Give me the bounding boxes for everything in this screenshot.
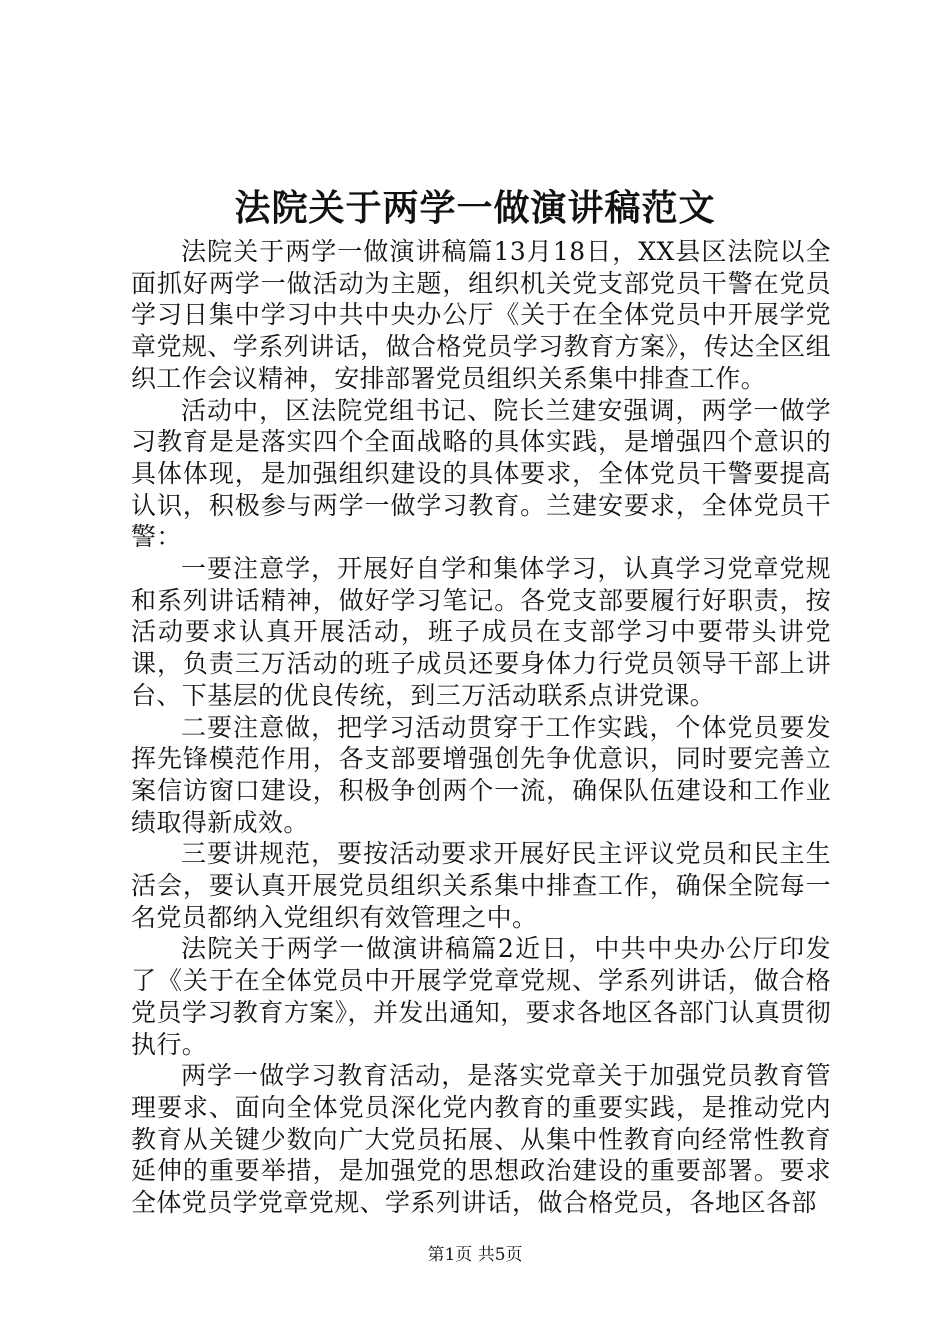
paragraph: 三要讲规范，要按活动要求开展好民主评议党员和民主生活会，要认真开展党员组织关系集中排查工作，确保全院每一名党员都纳入党组织有效管理之中。	[131, 839, 831, 932]
paragraph: 活动中，区法院党组书记、院长兰建安强调，两学一做学习教育是是落实四个全面战略的具体实践，是增强四个意识的具体体现，是加强组织建设的具体要求，全体党员干警要提高认识，积极参与两学一做学习教育。兰建安要求，全体党员干警：	[131, 395, 831, 552]
paragraph: 二要注意做，把学习活动贯穿于工作实践，个体党员要发挥先锋模范作用，各支部要增强创先争优意识，同时要完善立案信访窗口建设，积极争创两个一流，确保队伍建设和工作业绩取得新成效。	[131, 712, 831, 837]
paragraph: 两学一做学习教育活动，是落实党章关于加强党员教育管理要求、面向全体党员深化党内教育的重要实践，是推动党内教育从关键少数向广大党员拓展、从集中性教育向经常性教育延伸的重要举措，是加强党的思想政治建设的重要部署。要求全体党员学党章党规、学系列讲话，做合格党员，各地区各部	[131, 1061, 831, 1218]
page-number-footer: 第1页 共5页	[427, 1245, 523, 1265]
paragraph: 法院关于两学一做演讲稿篇13月18日，XX县区法院以全面抓好两学一做活动为主题，组织机关党支部党员干警在党员学习日集中学习中共中央办公厅《关于在全体党员中开展学党章党规、学系列讲话，做合格党员学习教育方案》，传达全区组织工作会议精神，安排部署党员组织关系集中排查工作。	[131, 237, 831, 393]
paragraph: 一要注意学，开展好自学和集体学习，认真学习党章党规和系列讲话精神，做好学习笔记。各党支部要履行好职责，按活动要求认真开展活动，班子成员在支部学习中要带头讲党课，负责三万活动的班子成员还要身体力行党员领导干部上讲台、下基层的优良传统，到三万活动联系点讲党课。	[131, 554, 831, 710]
paragraph: 法院关于两学一做演讲稿篇2近日，中共中央办公厅印发了《关于在全体党员中开展学党章党规、学系列讲话，做合格党员学习教育方案》，并发出通知，要求各地区各部门认真贯彻执行。	[131, 934, 831, 1059]
document-body	[131, 236, 831, 1219]
document-title: 法院关于两学一做演讲稿范文	[234, 187, 716, 229]
